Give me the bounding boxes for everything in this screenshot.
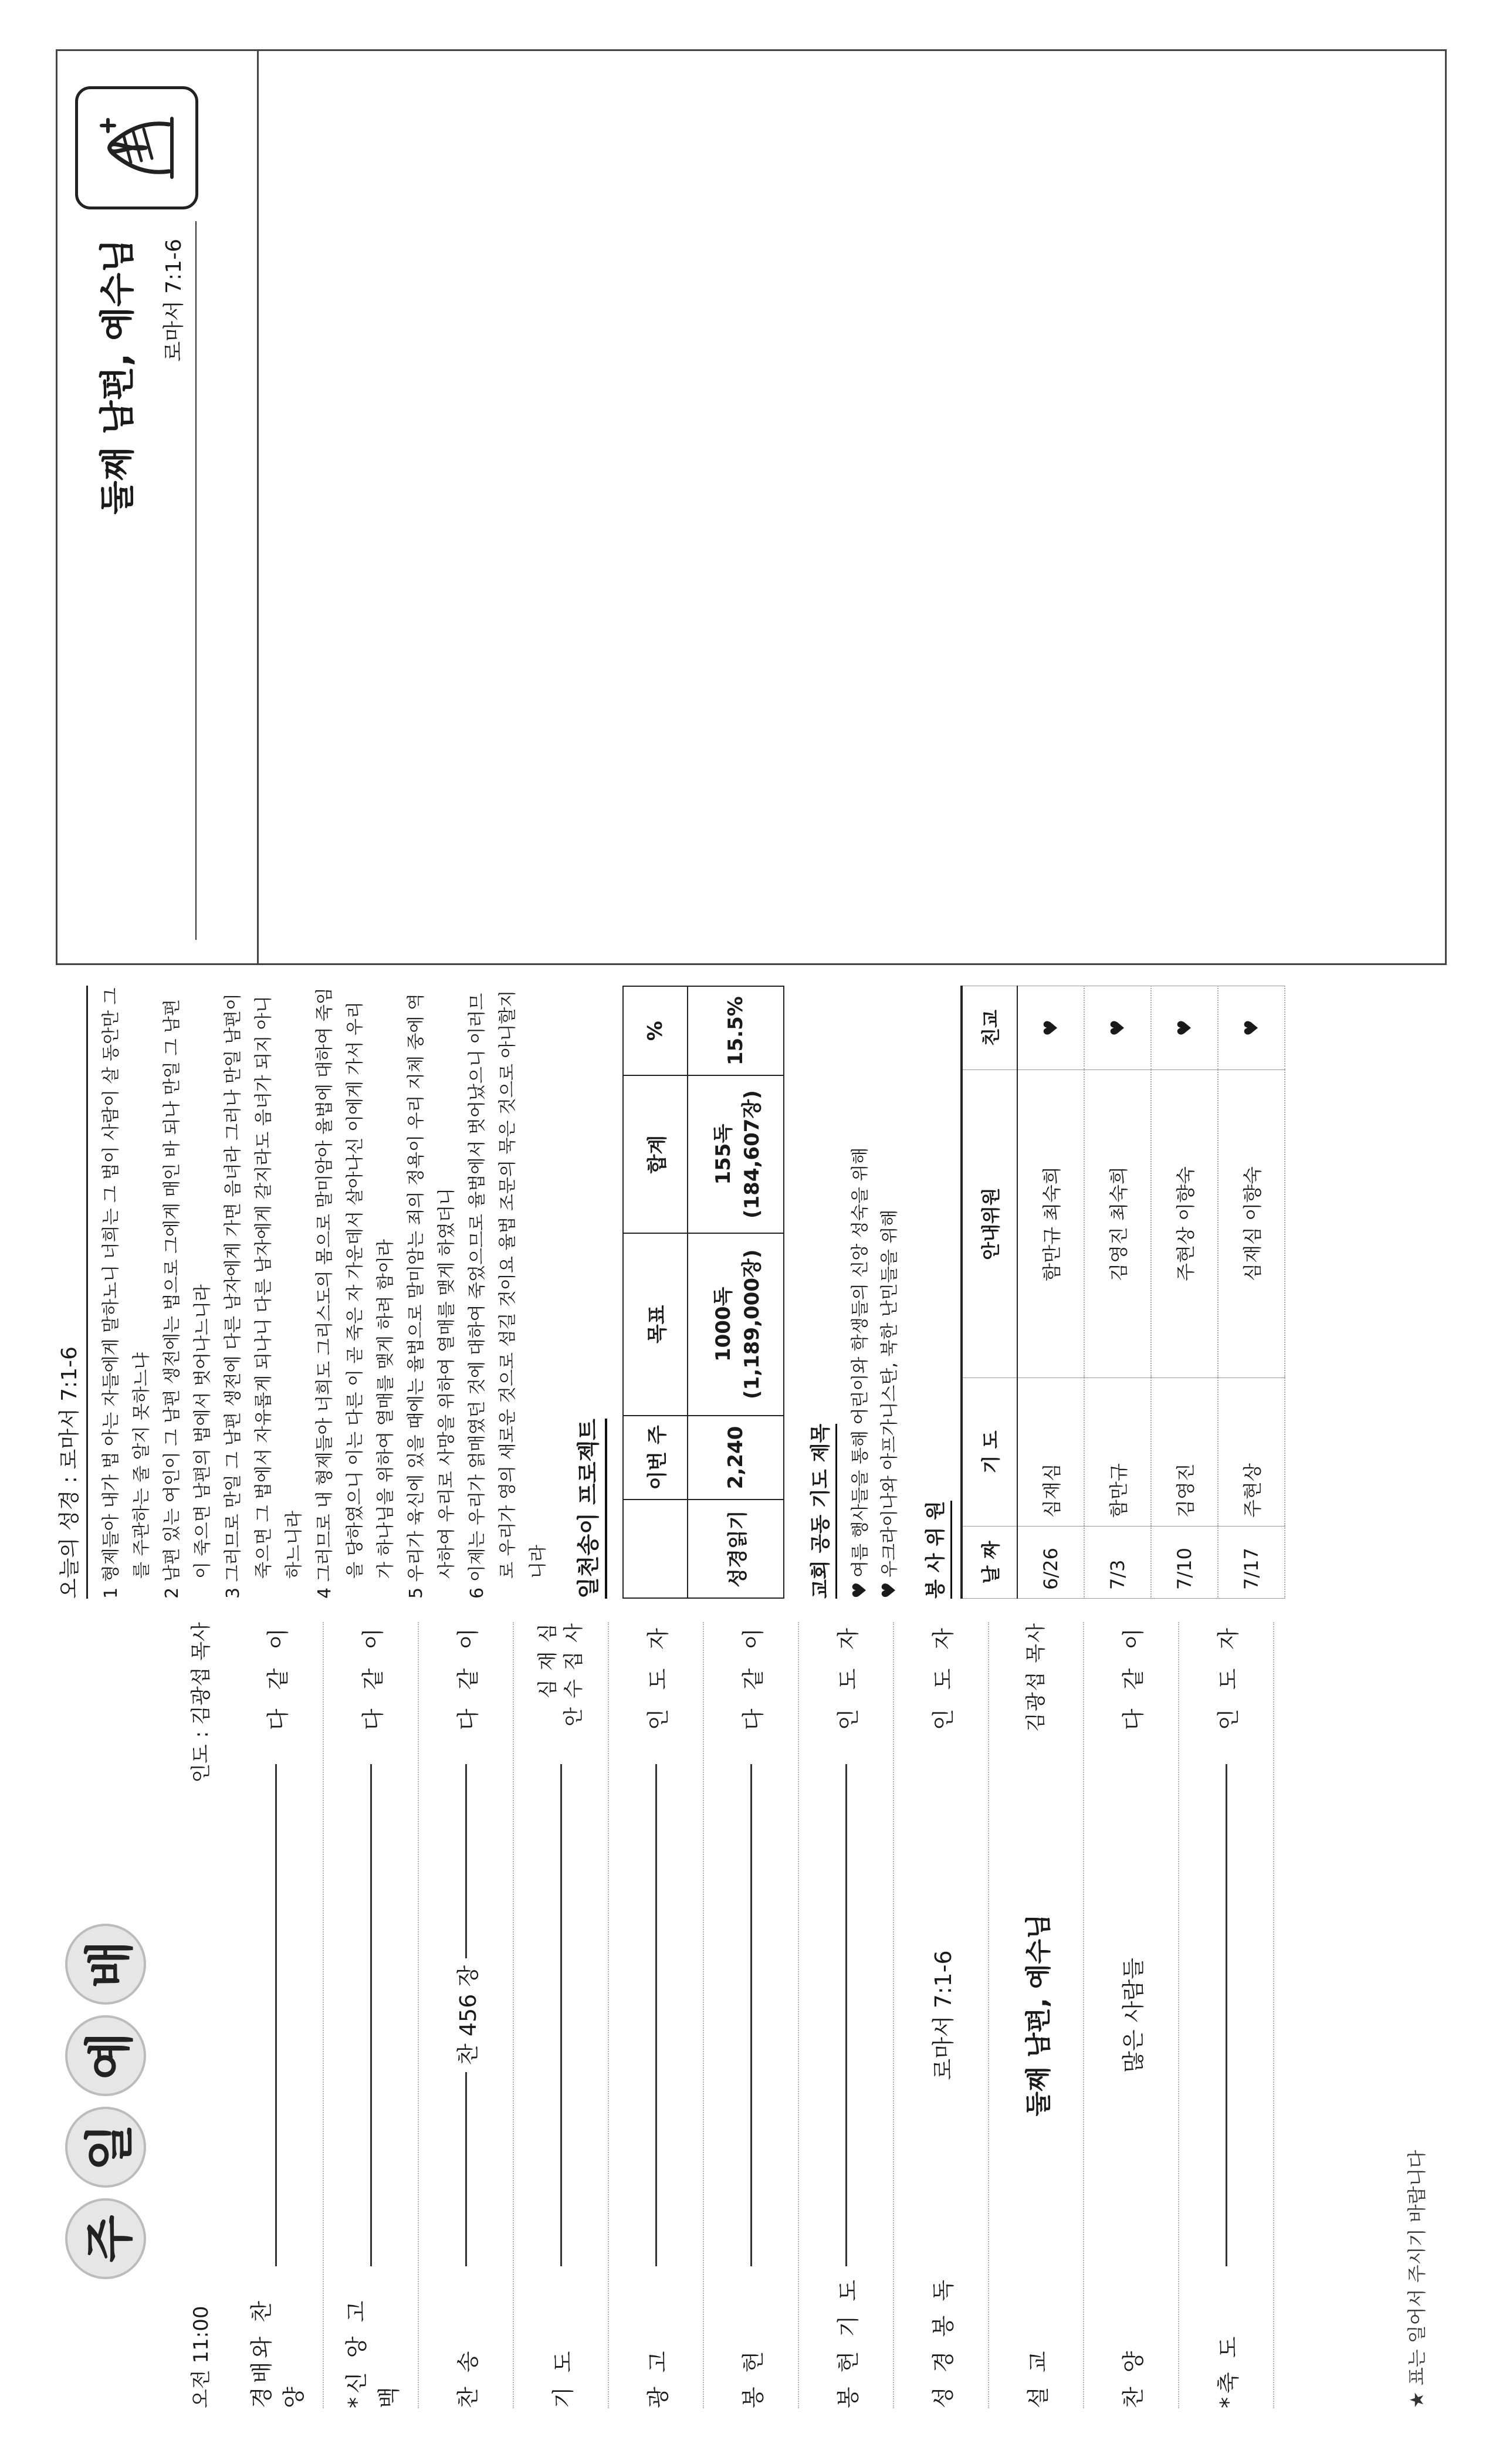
leader-line bbox=[465, 1764, 467, 1958]
table-cell: 7/3 bbox=[1084, 1527, 1151, 1599]
table-header-row bbox=[623, 986, 688, 1598]
table-cell: ♥ bbox=[1084, 986, 1151, 1070]
notes-sermon-reference: 로마서 7:1-6 bbox=[162, 239, 186, 362]
verse: 4 그러므로 내 형제들아 너희도 그리스도의 몸으로 말미암아 율법에 대하여 죽임을 당하였으니 이는 다른 이 곧 죽은 자 가운데서 살아나신 이에게 가서 우리가 하나님을 위하여 열매를 맺게 하려 함이라 bbox=[314, 987, 396, 1599]
service-item-name: 봉 헌 기 도 bbox=[835, 2276, 861, 2408]
bible-project-table bbox=[622, 986, 784, 1599]
table-cell: 성경읽기 bbox=[688, 1500, 784, 1598]
service-row bbox=[1084, 1622, 1179, 2408]
prayer-list bbox=[845, 986, 904, 1599]
table-cell: 1000독 (1,189,000장) bbox=[688, 1233, 784, 1416]
leader-line bbox=[1226, 1764, 1227, 2266]
table-cell: 김영진 bbox=[1151, 1378, 1218, 1527]
service-row bbox=[894, 1622, 989, 2408]
table-header: 이번 주 bbox=[623, 1416, 688, 1500]
leader-line bbox=[750, 1764, 752, 2266]
bible-project-heading: 일천송이 프로젝트 bbox=[570, 1419, 607, 1599]
table-cell: 김영진 최숙희 bbox=[1084, 1070, 1151, 1378]
verse: 5 우리가 육신에 있을 때에는 율법으로 말미암는 죄의 정욕이 우리 지체 중에 역사하여 우리로 사망을 위하여 열매를 맺게 하였더니 bbox=[406, 993, 457, 1599]
table-header: 친교 bbox=[962, 986, 1017, 1070]
service-row bbox=[229, 1622, 324, 2408]
title-char: 배 bbox=[65, 1924, 146, 2005]
notes-sermon-title: 둘째 남편, 예수님 bbox=[97, 239, 138, 515]
title-char: 일 bbox=[65, 2107, 146, 2188]
scripture-text bbox=[96, 986, 554, 1599]
heart-icon: ♥ bbox=[878, 1582, 900, 1599]
leader-line bbox=[465, 2072, 467, 2266]
title-rule bbox=[195, 221, 197, 940]
sermon-notes-panel bbox=[56, 49, 1447, 965]
service-row bbox=[514, 1622, 609, 2408]
service-leader: 인도 : 김광섭 목사 bbox=[189, 1622, 213, 1783]
table-row bbox=[1017, 986, 1084, 1599]
duty-table bbox=[960, 986, 1285, 1599]
service-item-who: 다 같 이 bbox=[265, 1622, 291, 1731]
table-cell: 함만규 bbox=[1084, 1378, 1151, 1527]
scripture-heading: 오늘의 성경 : 로마서 7:1-6 bbox=[53, 986, 88, 1599]
leader-line bbox=[560, 1764, 562, 2266]
verse: 3 그러므로 만일 그 남편 생전에 다른 남자에게 가면 음녀라 그러나 만일 남편이 죽으면 그 법에서 자유롭게 되나니 다른 남자에게 갈지라도 음녀가 되지 아니하느니라 bbox=[223, 993, 304, 1599]
service-list bbox=[229, 1622, 1274, 2408]
service-item-name: 기 도 bbox=[550, 2347, 576, 2408]
service-item-who: 다 같 이 bbox=[740, 1622, 766, 1731]
service-item-who: 다 같 이 bbox=[455, 1622, 481, 1731]
table-cell: 15.5% bbox=[688, 986, 784, 1075]
verse: 2 남편 있는 여인이 그 남편 생전에는 법으로 그에게 매인 바 되나 만일 그 남편이 죽으면 남편의 법에서 벗어나느니라 bbox=[162, 999, 213, 1599]
table-row bbox=[688, 986, 784, 1598]
service-item-name: 찬 양 bbox=[1120, 2347, 1146, 2408]
table-cell: 6/26 bbox=[1017, 1527, 1084, 1599]
table-cell: 155독 (184,607장) bbox=[688, 1075, 784, 1233]
service-item-name: *축 도 bbox=[1215, 2333, 1241, 2408]
scripture-reference: 로마서 7:1-6 bbox=[930, 1950, 956, 2080]
hymn-number: 찬 456 장 bbox=[455, 1965, 481, 2066]
service-meta bbox=[185, 1622, 214, 2408]
service-title bbox=[53, 1924, 158, 2279]
table-header-row bbox=[962, 986, 1017, 1599]
table-row bbox=[1084, 986, 1151, 1599]
prayer-item: ♥여름 행사들을 통해 어린이와 학생들의 신앙 성숙을 위해 bbox=[845, 986, 875, 1599]
service-item-name: 성 경 봉 독 bbox=[930, 2276, 956, 2408]
service-item-name: 광 고 bbox=[645, 2347, 671, 2408]
table-cell: ♥ bbox=[1218, 986, 1285, 1070]
service-row bbox=[324, 1622, 419, 2408]
duty-heading: 봉 사 위 원 bbox=[919, 1501, 952, 1599]
service-item-name: *신 앙 고 백 bbox=[344, 2297, 402, 2408]
leader-line bbox=[370, 1764, 372, 2266]
standing-note: ★ 표는 일어서 주시기 바랍니다 bbox=[1406, 2150, 1428, 2408]
sermon-title: 둘째 남편, 예수님 bbox=[1024, 1914, 1054, 2117]
service-item-who: 심 재 심 안 수 집 사 bbox=[536, 1622, 585, 1727]
service-item-name: 설 교 bbox=[1025, 2347, 1051, 2408]
service-item-who: 다 같 이 bbox=[1120, 1622, 1146, 1731]
service-item-who: 인 도 자 bbox=[1215, 1622, 1241, 1731]
table-cell: 7/10 bbox=[1151, 1527, 1218, 1599]
service-time: 오전 11:00 bbox=[189, 2306, 213, 2408]
prayer-item: ♥우크라이나와 아프가니스탄, 북한 난민들을 위해 bbox=[875, 986, 904, 1599]
service-row bbox=[419, 1622, 514, 2408]
table-cell: 심재심 이향숙 bbox=[1218, 1070, 1285, 1378]
title-char: 주 bbox=[65, 2198, 146, 2279]
leader-line bbox=[845, 1764, 847, 2266]
table-cell: 주현상 bbox=[1218, 1378, 1285, 1527]
service-item-who: 인 도 자 bbox=[930, 1622, 956, 1731]
service-item-name: 찬 송 bbox=[455, 2347, 481, 2408]
service-row bbox=[704, 1622, 799, 2408]
notes-divider bbox=[257, 51, 259, 963]
verse: 6 이제는 우리가 얽매였던 것에 대하여 죽었으므로 율법에서 벗어났으니 이러므로 우리가 영의 새로운 것으로 섬길 것이요 율법 조문의 묵은 것으로 아니할지니라 bbox=[467, 990, 549, 1599]
table-cell: 함만규 최숙희 bbox=[1017, 1070, 1084, 1378]
table-header: 날 짜 bbox=[962, 1527, 1017, 1599]
table-header bbox=[623, 1500, 688, 1598]
table-header: 합계 bbox=[623, 1075, 688, 1233]
leader-line bbox=[275, 1764, 277, 2266]
table-header: 목표 bbox=[623, 1233, 688, 1416]
song-title: 많은 사람들 bbox=[1120, 1958, 1146, 2073]
table-cell: ♥ bbox=[1017, 986, 1084, 1070]
service-item-who: 인 도 자 bbox=[835, 1622, 861, 1731]
service-row bbox=[609, 1622, 704, 2408]
prayer-heading: 교회 공동 기도 제목 bbox=[804, 1424, 837, 1599]
leader-line bbox=[655, 1764, 657, 2266]
table-cell: 주현상 이향숙 bbox=[1151, 1070, 1218, 1378]
service-item-name: 경배와 찬양 bbox=[249, 2297, 307, 2408]
table-cell: 2,240 bbox=[688, 1416, 784, 1500]
table-cell: 7/17 bbox=[1218, 1527, 1285, 1599]
table-cell: 심재심 bbox=[1017, 1378, 1084, 1527]
table-header: 안내위원 bbox=[962, 1070, 1017, 1378]
service-item-who: 김광섭 목사 bbox=[1024, 1622, 1048, 1732]
table-row bbox=[1151, 986, 1218, 1599]
table-header: % bbox=[623, 986, 688, 1075]
service-row bbox=[1179, 1622, 1274, 2408]
table-row bbox=[1218, 986, 1285, 1599]
table-cell: ♥ bbox=[1151, 986, 1218, 1070]
service-item-name: 봉 헌 bbox=[740, 2347, 766, 2408]
praying-hands-icon bbox=[75, 86, 198, 209]
table-header: 기 도 bbox=[962, 1378, 1017, 1527]
order-of-service bbox=[53, 1622, 1443, 2408]
title-char: 예 bbox=[65, 2015, 146, 2096]
service-row bbox=[799, 1622, 894, 2408]
verse: 1 형제들아 내가 법 아는 자들에게 말하노니 너희는 그 법이 사람이 살 동안만 그를 주관하는 줄 알지 못하느냐 bbox=[101, 987, 152, 1599]
service-item-who: 다 같 이 bbox=[360, 1622, 386, 1731]
service-item-who: 인 도 자 bbox=[645, 1622, 671, 1731]
heart-icon: ♥ bbox=[848, 1582, 871, 1599]
service-row bbox=[989, 1622, 1084, 2408]
info-panel bbox=[53, 986, 1443, 1599]
